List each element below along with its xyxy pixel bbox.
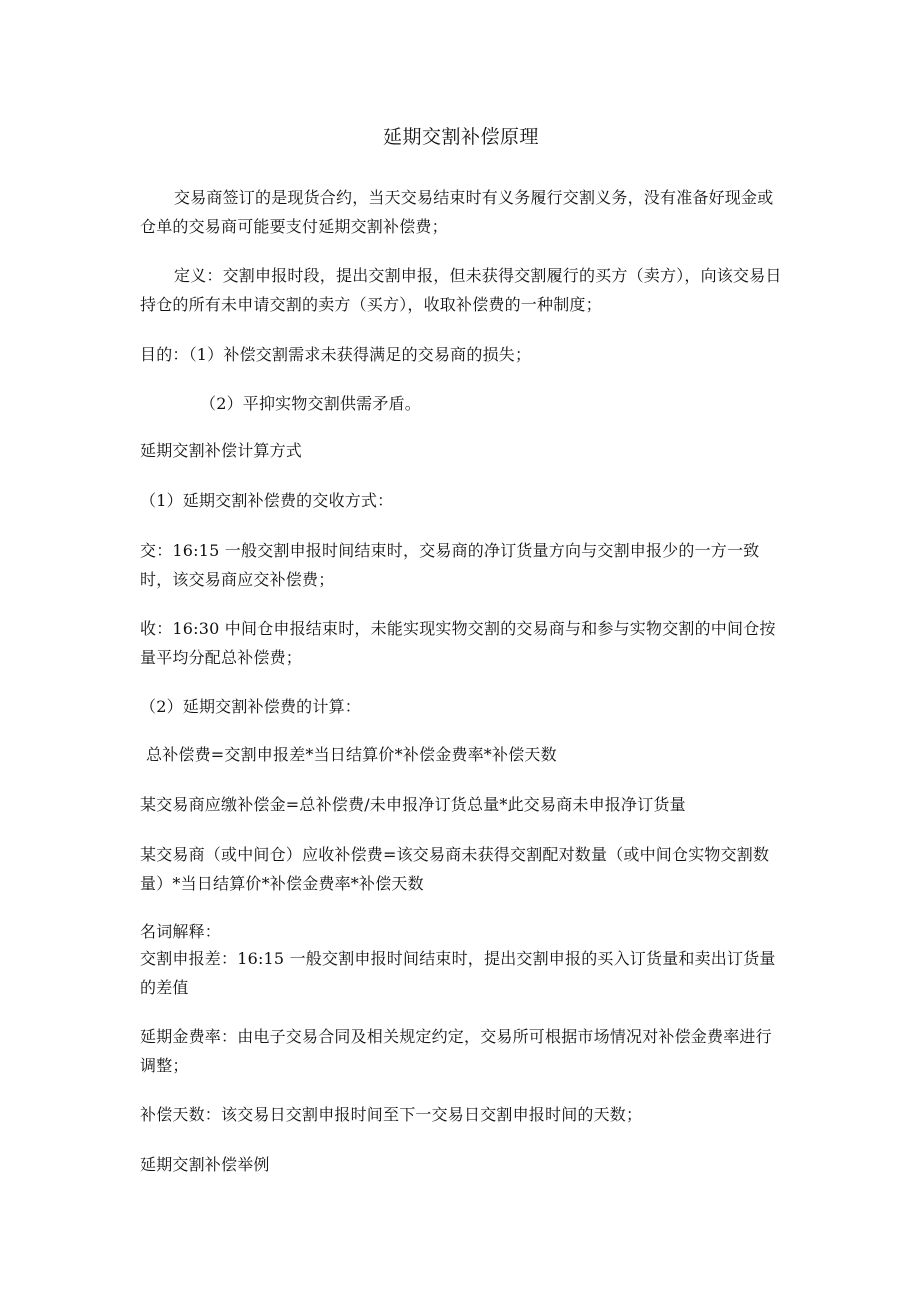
formula-receive-amount: 某交易商（或中间仓）应收补偿费=该交易商未获得交割配对数量（或中间仓实物交割数量）*当日结算价*补偿金费率*补偿天数 <box>140 845 770 893</box>
formula-pay-amount: 某交易商应缴补偿金=总补偿费/未申报净订货总量*此交易商未申报净订货量 <box>140 795 686 814</box>
document-page <box>140 0 782 1302</box>
glossary-delivery-diff: 交割申报差：16:15 一般交割申报时间结束时，提出交割申报的买入订货量和卖出订货量的差值 <box>140 949 776 997</box>
glossary-fee-rate: 延期金费率：由电子交易合同及相关规定约定，交易所可根据市场情况对补偿金费率进行调整； <box>140 1027 772 1075</box>
section-heading-example: 延期交割补偿举例 <box>140 1155 270 1174</box>
paragraph-receive: 收：16:30 中间仓申报结束时，未能实现实物交割的交易商与和参与实物交割的中间仓按量平均分配总补偿费； <box>140 619 776 667</box>
document-title: 延期交割补偿原理 <box>382 126 539 148</box>
paragraph-intro: 交易商签订的是现货合约，当天交易结束时有义务履行交割义务，没有准备好现金或仓单的交易商可能要支付延期交割补偿费； <box>140 188 774 236</box>
paragraph-purpose-2: （2）平抑实物交割供需矛盾。 <box>200 394 421 413</box>
paragraph-method-heading: （1）延期交割补偿费的交收方式： <box>140 491 394 510</box>
section-heading-calculation: 延期交割补偿计算方式 <box>140 441 303 460</box>
paragraph-definition: 定义：交割申报时段，提出交割申报，但未获得交割履行的买方（卖方），向该交易日持仓的所有未申请交割的卖方（买方），收取补偿费的一种制度； <box>140 266 782 314</box>
paragraph-pay: 交：16:15 一般交割申报时间结束时，交易商的净订货量方向与交割申报少的一方一致时，该交易商应交补偿费； <box>140 541 760 589</box>
glossary-days: 补偿天数：该交易日交割申报时间至下一交易日交割申报时间的天数； <box>140 1105 643 1124</box>
paragraph-purpose-1: 目的：（1）补偿交割需求未获得满足的交易商的损失； <box>140 345 532 364</box>
formula-total: 总补偿费=交割申报差*当日结算价*补偿金费率*补偿天数 <box>146 745 557 764</box>
glossary-heading: 名词解释： <box>140 922 222 941</box>
paragraph-calc-heading: （2）延期交割补偿费的计算： <box>140 697 361 716</box>
